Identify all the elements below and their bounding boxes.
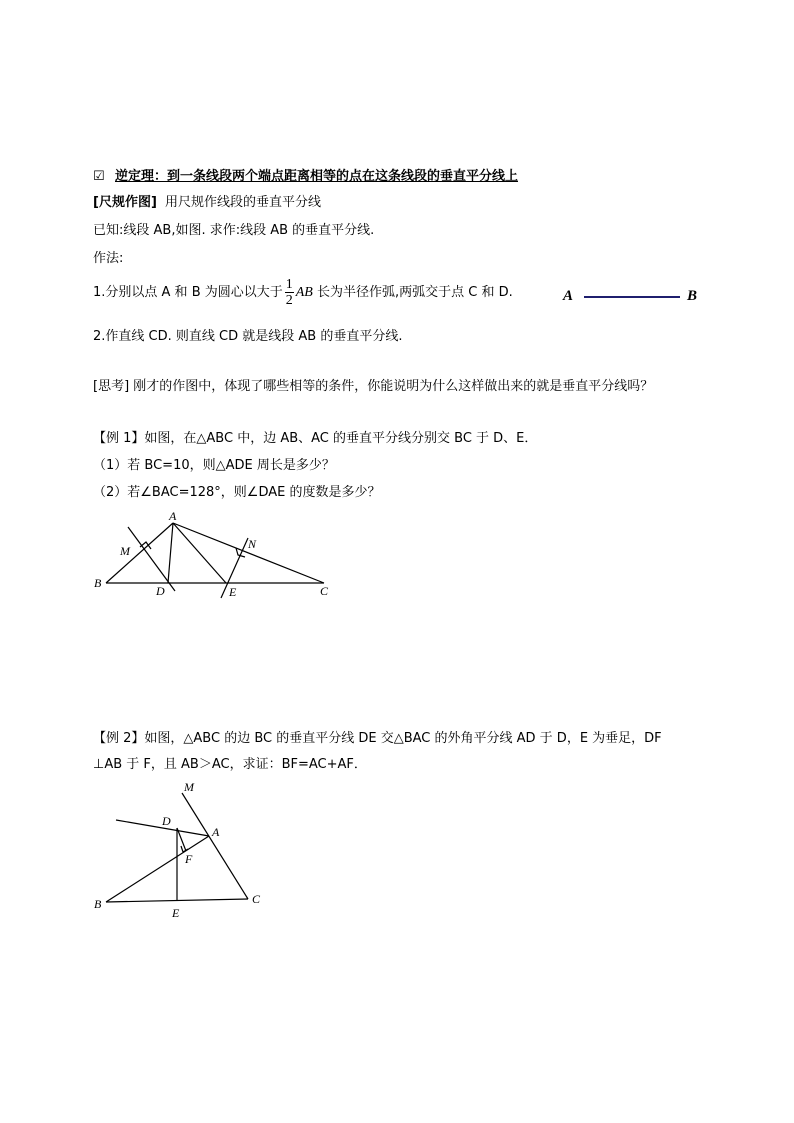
label-c2: C [252,892,261,906]
example1-title: 【例 1】如图，在△ABC 中，边 AB、AC 的垂直平分线分别交 BC 于 D、E． [93,431,538,446]
label-e: E [229,585,237,599]
label-f2: F [185,852,193,866]
construction-method-label: 作法: [93,251,124,266]
label-d: D [156,584,165,598]
label-b2: B [94,897,102,911]
example1-question1: （1）若 BC=10，则△ADE 周长是多少？ [93,458,335,473]
construction-step2: 2.作直线 CD. 则直线 CD 就是线段 AB 的垂直平分线. [93,329,403,344]
label-m2: M [184,780,194,794]
label-n: N [248,537,257,551]
label-a2: A [212,825,220,839]
label-c: C [320,584,329,598]
fraction-numerator: 1 [285,277,293,292]
label-m: M [120,544,130,558]
checkbox-icon: ☑ [93,169,105,184]
label-a: A [169,509,177,523]
line-cm [182,793,248,899]
example2-line2: ⊥AB 于 F，且 AB＞AC，求证：BF=AC+AF． [93,757,367,772]
theorem-text: 逆定理：到一条线段两个端点距离相等的点在这条线段的垂直平分线上 [115,169,519,184]
fraction-variable: AB [295,285,313,300]
label-e2: E [172,906,180,920]
example1-question2: （2）若∠BAC=128°，则∠DAE 的度数是多少？ [93,485,381,500]
label-d2: D [162,814,171,828]
think-question: [思考] 刚才的作图中，体现了哪些相等的条件，你能说明为什么这样做出来的就是垂直平分线吗？ [93,379,654,394]
construction-tag: [尺规作图] [93,195,157,210]
segment-ab-2 [106,836,209,902]
construction-given: 已知:线段 AB,如图. 求作:线段 AB 的垂直平分线. [93,223,375,238]
fraction-denominator: 2 [285,293,293,308]
step1-prefix: 1.分别以点 A 和 B 为圆心以大于 [93,285,283,300]
segment-label-a: A [563,288,574,304]
step1-suffix: 长为半径作弧,两弧交于点 C 和 D. [317,285,513,300]
segment-label-b: B [687,288,698,304]
example2-line1: 【例 2】如图，△ABC 的边 BC 的垂直平分线 DE 交△BAC 的外角平分线 AD 于 D，E 为垂足，DF [93,731,662,746]
label-b: B [94,576,102,590]
construction-title: 用尺规作线段的垂直平分线 [165,195,322,210]
